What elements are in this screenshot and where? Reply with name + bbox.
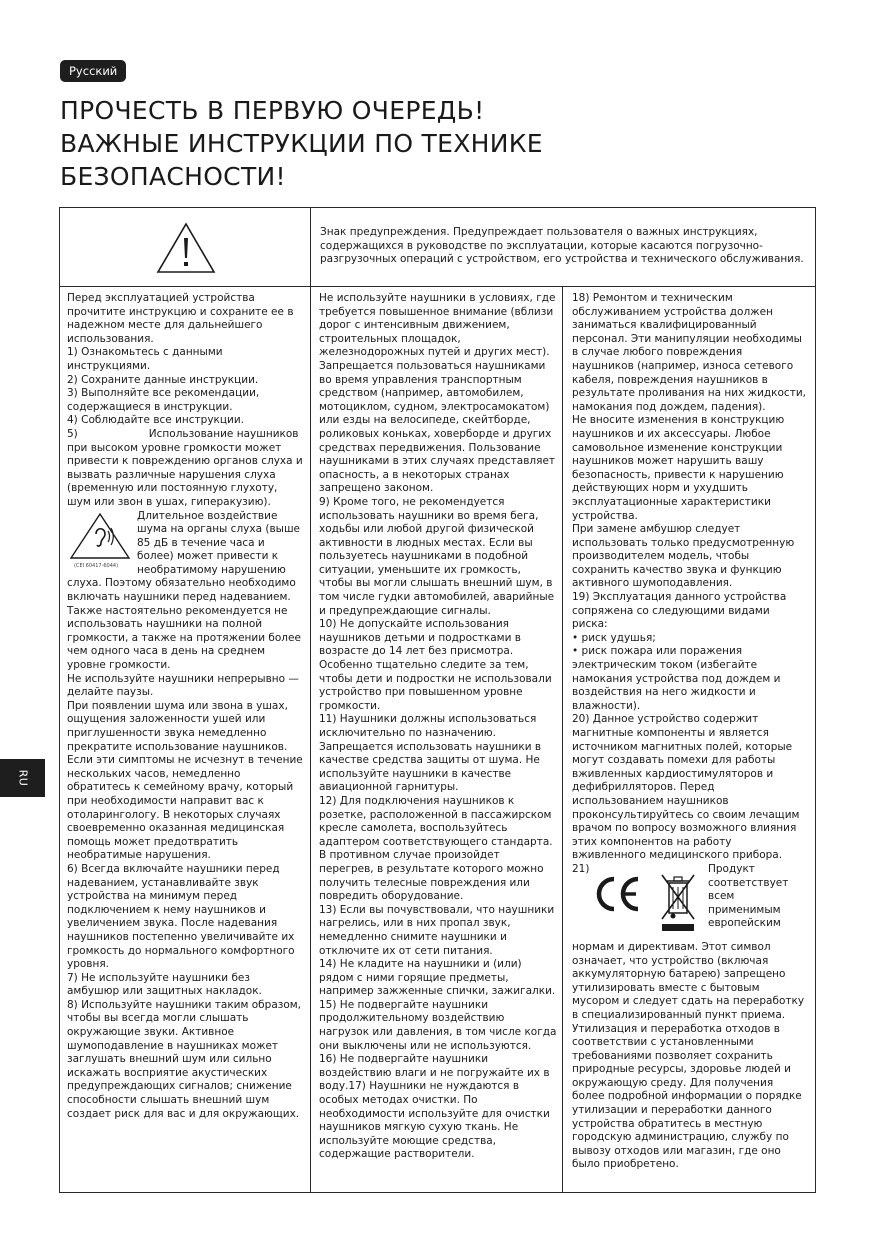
hearing-damage-icon bbox=[69, 512, 131, 560]
language-side-tab bbox=[0, 759, 45, 797]
attention-paragraph: Не используйте наушники в условиях, где требуется повышенное внимание (вблизи дорог с интенсивным движением, строительных площадок, железнодорожных путей и других мест). Запрещается пользоваться наушниками во время управления транспортным средством (например, автомобилем, мотоциклом, судном, электросамокатом) или езды на велосипеде, скейтборде, роликовых коньках, ховерборде и других средствах передвижения. Пользование наушниками в этих случаях представляет опасность, а в некоторых странах запрещено законом. bbox=[319, 292, 556, 495]
safety-instructions-table bbox=[59, 207, 816, 1193]
compliance-block bbox=[572, 863, 807, 941]
instruction-9: 9) Кроме того, не рекомендуется использовать наушники во время бега, ходьбы или любой другой физической активности в людных местах. Если вы пользуетесь наушниками в подобной ситуации, уменьшите их громкость, чтобы вы могли слышать внешний шум, в том числе гудки автомобилей, аварийные и предупреждающие сигналы. bbox=[319, 495, 555, 617]
instruction-12: 12) Для подключения наушников к розетке, расположенной в пассажирском кресле самолета, воспользуйтесь адаптером соответствующего стандарта. В противном случае произойдет перегрев, в результате которого можно получить телесные повреждения или повредить оборудование. bbox=[319, 794, 553, 903]
modification-warning: Не вносите изменения в конструкцию наушников и их аксессуары. Любое самовольное изменение конструкции наушников может нарушить вашу безопасность, привести к нарушению действующих норм и ухудшить эксплуатационные характеристики устройства. bbox=[572, 414, 785, 522]
warning-triangle-icon bbox=[156, 222, 216, 274]
risk-choking: • риск удушья; bbox=[572, 631, 656, 644]
hearing-damage-symbol bbox=[67, 510, 137, 576]
instruction-10: 10) Не допускайте использования наушников детьми и подростками в возрасте до 14 лет без присмотра. Особенно тщательно следите за тем, чтобы дети и подростки не использовали устройство при повышенном уровне громкости. bbox=[319, 618, 552, 712]
instruction-4: 4) Соблюдайте все инструкции. bbox=[67, 414, 245, 427]
warning-symbol-cell bbox=[60, 208, 311, 286]
ear-tips-advice: При замене амбушюр следует использовать только предусмотренную производителем модель, чтобы сохранить качество звука и функцию активного шумоподавления. bbox=[572, 523, 795, 590]
instruction-5-number: 5) bbox=[67, 427, 78, 440]
instruction-7: 7) Не используйте наушники без амбушюр или защитных накладок. bbox=[67, 971, 262, 998]
instruction-5 bbox=[67, 428, 304, 510]
side-tab-label: RU bbox=[16, 769, 29, 787]
title-line-2: ВАЖНЫЕ ИНСТРУКЦИИ ПО ТЕХНИКЕ bbox=[60, 129, 543, 158]
disposal-paragraph: нормам и директивам. Этот символ означает, что устройство (включая аккумуляторную батарею) запрещено утилизировать вместе с бытовым мусором и следует сдать на переработку в специализированный пункт приема. Утилизация и переработка отходов в соответствии с установленными требованиями позволяет сохранить природные ресурсы, здоровье людей и окружающую среду. Для получения более подробной информации о порядке утилизации и переработки данного устройства обратитесь в местную городскую администрацию, службу по вывозу отходов или магазин, где оно было приобретено. bbox=[572, 940, 805, 1171]
instruction-20: 20) Данное устройство содержит магнитные компоненты и является источником магнитных полей, которые могут создавать помехи для работы вживленных кардиостимуляторов и дефибрилляторов. Перед использованием наушников проконсультируйтесь со своим лечащим врачом по вопросу возможного влияния этих компонентов на работу вживленного медицинского прибора. bbox=[572, 713, 800, 862]
instruction-11: 11) Наушники должны использоваться исключительно по назначению. Запрещается использовать наушники в качестве средства защиты от шума. Не используйте наушники в качестве авиационной гарнитуры. bbox=[319, 713, 542, 794]
ce-mark-icon bbox=[594, 875, 644, 913]
instruction-6: 6) Всегда включайте наушники перед надеванием, устанавливайте звук устройства на минимум перед подключением к нему наушников и увеличением звука. После надевания наушников постепенно увеличивайте их громкость до нормального комфортного уровня. bbox=[67, 862, 295, 971]
hearing-warning-text: Длительное воздействие шума на органы слуха (выше 85 дБ в течение часа и более) может привести к необратимому нарушению bbox=[137, 509, 301, 576]
compliance-side-text: Продукт соответствует всем применимым европейским bbox=[708, 862, 789, 930]
instruction-14: 14) Не кладите на наушники и (или) рядом с ними горящие предметы, например зажженные спички, зажигалки. bbox=[319, 958, 556, 998]
hearing-warning-block bbox=[67, 510, 304, 578]
instruction-1: 1) Ознакомьтесь с данными инструкциями. bbox=[67, 346, 223, 372]
instructions-column-3 bbox=[563, 287, 815, 1192]
instruction-19: 19) Эксплуатация данного устройства сопряжена со следующими видами риска: bbox=[572, 591, 787, 631]
crossed-bin-icon bbox=[660, 871, 696, 933]
compliance-marks bbox=[572, 863, 708, 941]
instruction-18: 18) Ремонтом и техническим обслуживанием устройства должен заниматься квалифицированный персонал. Эти манипуляции необходимы в случае любого повреждения наушников (например, износа сетевого кабеля, повреждения наушников в результате проливания на них жидкости, намокания под дождем, падения). bbox=[572, 292, 806, 413]
instruction-5-text: Использование наушников при высоком уровне громкости может привести к повреждению органов слуха и вызвать различные нарушения слуха (временную или постоянную глухоту, шум или звон в ушах, гиперакузию). bbox=[67, 427, 303, 508]
page-title bbox=[60, 94, 820, 193]
instruction-3: 3) Выполняйте все рекомендации, содержащиеся в инструкции. bbox=[67, 387, 260, 413]
hearing-symbol-caption: (CEI 60417-6044) bbox=[74, 562, 119, 569]
instructions-column-2 bbox=[311, 287, 563, 1192]
hearing-continuation: слуха. Поэтому обязательно необходимо включать наушники перед надеванием. Также настоятельно рекомендуется не использовать наушники на полной громкости, а также на протяжении более чем одного часа в день на среднем уровне громкости. bbox=[67, 577, 301, 672]
pause-advice: Не используйте наушники непрерывно — делайте паузы. bbox=[67, 672, 299, 699]
warning-description: Знак предупреждения. Предупреждает пользователя о важных инструкциях, содержащихся в руководстве по эксплуатации, которые касаются погрузочно-разгрузочных операций с устройством, его устройства и технического обслуживания. bbox=[320, 226, 804, 266]
language-badge: Русский bbox=[60, 60, 126, 82]
instruction-13: 13) Если вы почувствовали, что наушники нагрелись, или в них пропал звук, немедленно снимите наушники и отключите их от сети питания. bbox=[319, 903, 555, 957]
instruction-15: 15) Не подвергайте наушники продолжительному воздействию нагрузок или давления, в том числе когда они выключены или не используются. bbox=[319, 998, 557, 1052]
tinnitus-advice: При появлении шума или звона в ушах, ощущения заложенности ушей или приглушенности звука немедленно прекратите использование наушников. Если эти симптомы не исчезнут в течение нескольких часов, немедленно обратитесь к семейному врачу, который при необходимости направит вас к отоларингологу. В некоторых случаях своевременно оказанная медицинская помощь может предотвратить необратимые нарушения. bbox=[67, 699, 303, 862]
title-line-3: БЕЗОПАСНОСТИ! bbox=[60, 162, 286, 191]
instruction-2: 2) Сохраните данные инструкции. bbox=[67, 373, 259, 386]
title-line-1: ПРОЧЕСТЬ В ПЕРВУЮ ОЧЕРЕДЬ! bbox=[60, 96, 485, 125]
instructions-column-1 bbox=[60, 287, 311, 1192]
instruction-16-17: 16) Не подвергайте наушники воздействию влаги и не погружайте их в воду.17) Наушники не нуждаются в особых методах очистки. По необходимости используйте для очистки наушников мягкую сухую ткань. Не используйте моющие средства, содержащие растворители. bbox=[319, 1053, 550, 1161]
intro-paragraph: Перед эксплуатацией устройства прочитите инструкцию и сохраните ее в надежном месте для дальнейшего использования. bbox=[67, 292, 294, 345]
risk-fire-shock: • риск пожара или поражения электрическим током (избегайте намокания устройства под дождем и воздействия на него жидкости и влажности). bbox=[572, 645, 781, 712]
instruction-21-number: 21) bbox=[572, 862, 590, 875]
instruction-8: 8) Используйте наушники таким образом, чтобы вы всегда могли слышать окружающие звуки. Активное шумоподавление в наушниках может заглушать внешний шум или сильно искажать восприятие акустических предупреждающих сигналов; снижение способности слышать внешний шум создает риск для вас и для окружающих. bbox=[67, 998, 302, 1120]
